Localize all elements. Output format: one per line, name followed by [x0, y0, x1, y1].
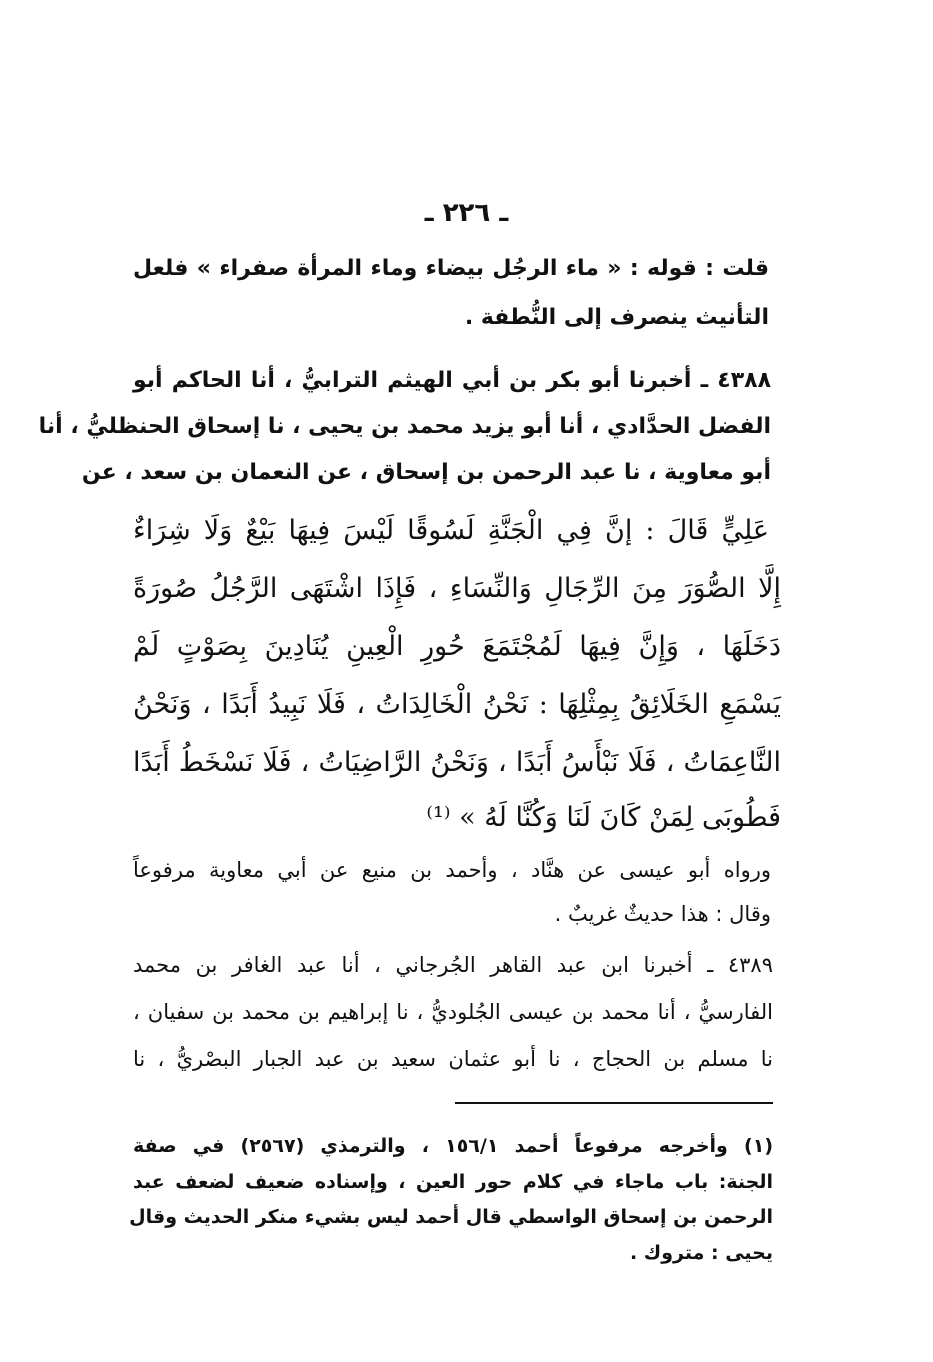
hadith-4389-isnad-line: الفارسيُّ ، أنا محمد بن عيسى الجُلوديُّ ، نا إبراهيم بن محمد بن سفيان ،	[133, 1000, 773, 1024]
footnote-line: يحيى : متروك .	[629, 1242, 773, 1264]
comment-line: التأنيث ينصرف إلى النُّطفة .	[464, 305, 769, 330]
hadith-4388-matn-line: دَخَلَهَا ، وَإِنَّ فِيهَا لَمُجْتَمَعَ حُورِ الْعِينِ يُنَادِينَ بِصَوْتٍ لَمْ	[133, 631, 781, 662]
hadith-4388-isnad-line: الفضل الحدَّادي ، أنا أبو يزيد محمد بن يحيى ، نا إسحاق الحنظليُّ ، أنا	[38, 414, 771, 439]
hadith-4388-matn-line: إِلَّا الصُّوَرَ مِنَ الرِّجَالِ وَالنِّسَاءِ ، فَإِذَا اشْتَهَى الرَّجُلُ صُورَةً	[133, 573, 781, 604]
comment-line: قلت : قوله : « ماء الرجُل بيضاء وماء المرأة صفراء » فلعل	[133, 256, 769, 281]
page-number: ـ ٢٢٦ ـ	[424, 198, 509, 228]
hadith-4388-takhrij-line: وقال : هذا حديثٌ غريبٌ .	[554, 902, 771, 926]
hadith-4388-matn-line: يَسْمَعِ الخَلَائِقُ بِمِثْلِهَا : نَحْنُ الْخَالِدَاتُ ، فَلَا نَبِيدُ أَبَدًا ، وَنَحْنُ	[133, 689, 781, 720]
hadith-4388-isnad-line: ٤٣٨٨ ـ أخبرنا أبو بكر بن أبي الهيثم الترابيُّ ، أنا الحاكم أبو	[133, 368, 771, 393]
hadith-4388-matn-line: عَلِيٍّ قَالَ : إنَّ فِي الْجَنَّةِ لَسُوقًا لَيْسَ فِيهَا بَيْعٌ وَلَا شِرَاءٌ	[133, 515, 769, 546]
footnote-separator	[455, 1102, 773, 1104]
hadith-4389-isnad-line: ٤٣٨٩ ـ أخبرنا ابن عبد القاهر الجُرجاني ، أنا عبد الغافر بن محمد	[133, 953, 773, 977]
footnote-line: (١) وأخرجه مرفوعاً أحمد ١٥٦/١ ، والترمذي (٢٥٦٧) في صفة	[133, 1135, 773, 1157]
hadith-4388-takhrij-line: ورواه أبو عيسى عن هنَّاد ، وأحمد بن منيع عن أبي معاوية مرفوعاً	[133, 858, 771, 882]
hadith-4389-isnad-line: نا مسلم بن الحجاج ، نا أبو عثمان سعيد بن عبد الجبار البصْريُّ ، نا	[133, 1047, 773, 1071]
hadith-4388-isnad-line: أبو معاوية ، نا عبد الرحمن بن إسحاق ، عن النعمان بن سعد ، عن	[81, 460, 771, 485]
footnote-line: الرحمن بن إسحاق الواسطي قال أحمد ليس بشيء منكر الحديث وقال	[129, 1206, 773, 1228]
footnote-line: الجنة: باب ماجاء في كلام حور العين ، وإسناده ضعيف لضعف عبد	[133, 1171, 773, 1193]
hadith-4388-matn-line: النَّاعِمَاتُ ، فَلَا نَبْأَسُ أَبَدًا ، وَنَحْنُ الرَّاضِيَاتُ ، فَلَا نَسْخَطُ أَبَدًا	[133, 747, 781, 778]
hadith-4388-matn-line: فَطُوبَى لِمَنْ كَانَ لَنَا وَكُنَّا لَهُ » ⁽¹⁾	[426, 802, 781, 833]
